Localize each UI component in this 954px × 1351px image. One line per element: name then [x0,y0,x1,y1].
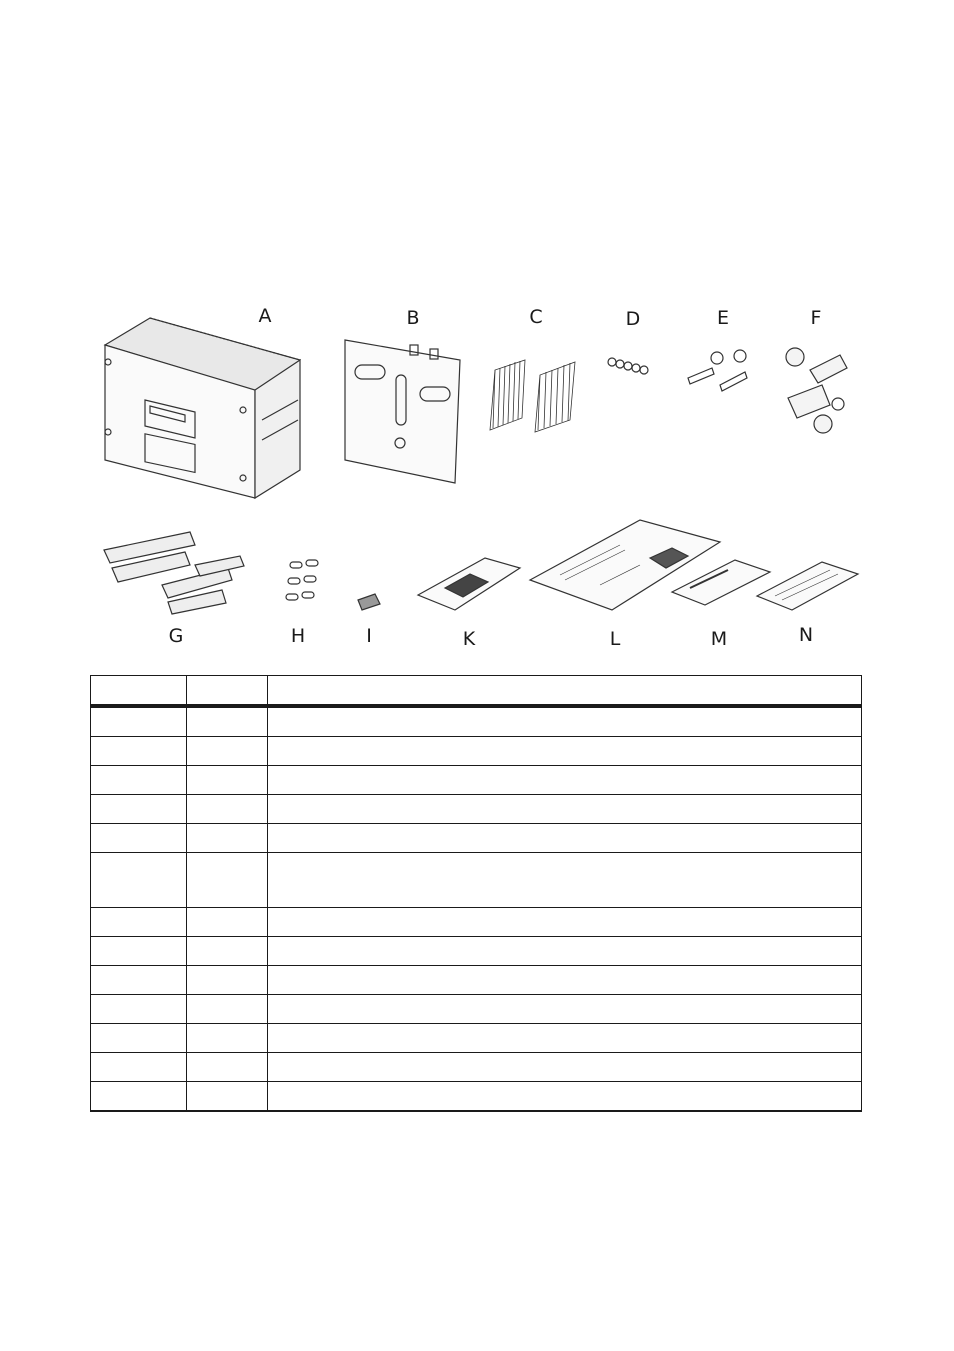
table-cell [268,853,862,908]
ventilation-grids-illustration [490,360,575,432]
table-cell [268,795,862,824]
inverter-illustration [105,318,300,498]
table-row [91,937,862,966]
table-cell [268,766,862,795]
header-cell [91,676,187,707]
table-cell [268,706,862,737]
table-cell [187,937,268,966]
table-cell [187,737,268,766]
table-header-row [91,676,862,707]
scope-of-delivery-table [90,675,862,1112]
table-row [91,824,862,853]
item-label-e: E [716,307,730,329]
dc-connectors-illustration [104,532,244,614]
item-label-a: A [258,305,272,327]
table-row [91,706,862,737]
table-cell [187,1053,268,1082]
table-cell [187,995,268,1024]
item-label-d: D [625,308,641,330]
table-cell [268,937,862,966]
form-sheet-illustration [757,562,858,610]
fuses-illustration [286,560,318,600]
table-row [91,995,862,1024]
table-cell [268,966,862,995]
table-cell [268,824,862,853]
item-label-b: B [406,307,420,329]
scope-of-delivery-figure [0,0,954,660]
table-cell [268,737,862,766]
table-cell [91,908,187,937]
item-label-f: F [810,307,822,329]
table-row [91,853,862,908]
header-cell [187,676,268,707]
table-cell [268,995,862,1024]
table-cell [268,908,862,937]
table-row [91,795,862,824]
table-row [91,1024,862,1053]
screws-and-plugs-illustration [688,350,747,391]
table-cell [187,795,268,824]
item-label-g: G [168,625,184,647]
item-label-i: I [366,625,372,647]
table-cell [268,1024,862,1053]
item-label-l: L [609,628,621,650]
table-cell [187,766,268,795]
item-label-m: M [710,628,728,650]
wall-mounting-bracket-illustration [345,340,460,483]
table-row [91,737,862,766]
header-cell [268,676,862,707]
table-cell [91,1053,187,1082]
manual-booklet-illustration [418,558,520,610]
table-cell [91,706,187,737]
table-cell [187,1082,268,1112]
table-cell [268,1053,862,1082]
table-cell [91,795,187,824]
table-cell [187,1024,268,1053]
table-cell [91,1082,187,1112]
washers-illustration [608,358,648,374]
table-cell [91,766,187,795]
table-cell [91,995,187,1024]
table-cell [91,737,187,766]
table-cell [91,937,187,966]
item-label-n: N [798,624,814,646]
table-cell [187,824,268,853]
table-cell [187,853,268,908]
table-cell [91,966,187,995]
item-label-k: K [462,628,476,650]
item-label-h: H [290,625,306,647]
table-cell [187,706,268,737]
parts-illustration [0,0,954,660]
table-cell [91,1024,187,1053]
table-row [91,966,862,995]
cable-glands-illustration [786,348,847,433]
table-cell [187,966,268,995]
table-row [91,908,862,937]
table-row [91,1082,862,1112]
table-cell [91,853,187,908]
table-cell [187,908,268,937]
table-cell [268,1082,862,1112]
item-label-c: C [529,306,543,328]
jumper-illustration [358,594,380,610]
supplementary-sheet-illustration [672,560,770,605]
table-row [91,1053,862,1082]
table-cell [91,824,187,853]
table-row [91,766,862,795]
